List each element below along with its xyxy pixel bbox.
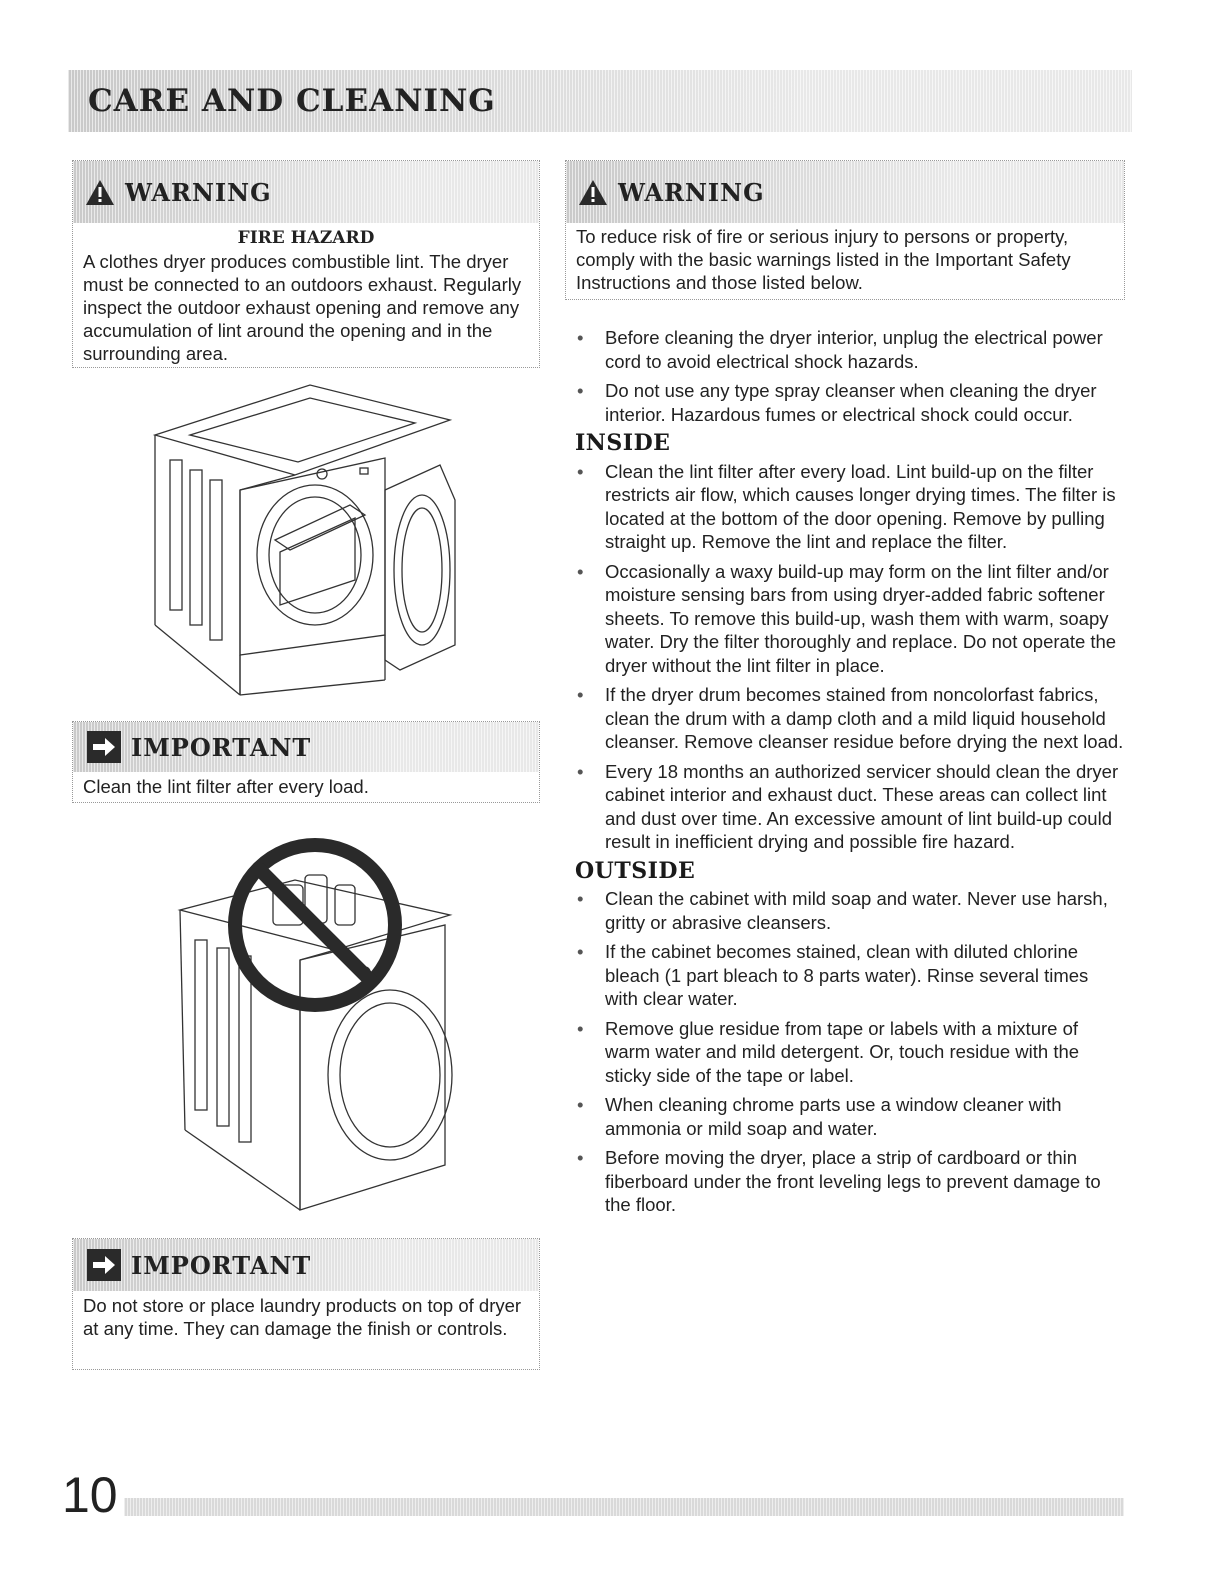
fire-hazard-subtitle: FIRE HAZARD: [237, 228, 375, 248]
page-title: CARE AND CLEANING: [88, 83, 496, 119]
list-item: • Occasionally a waxy build-up may form on the lint filter and/or moisture sensing bars from using dryer-added fabric softener sheets. To remove this build-up, wash them with warm, soapy water. Dry the filter thoroughly and replace. Do not operate the dryer without the lint filter in place.: [565, 560, 1125, 678]
list-item: • If the dryer drum becomes stained from noncolorfast fabrics, clean the drum with a damp cloth and a mild liquid household cleanser. Remove cleanser residue before drying the next load.: [565, 683, 1125, 754]
list-item: • Before moving the dryer, place a strip of cardboard or thin fiberboard under the front leveling legs to prevent damage to the floor.: [565, 1146, 1125, 1217]
important-products-text: Do not store or place laundry products on top of dryer at any time. They can damage the finish or controls.: [83, 1295, 522, 1339]
warning-triangle-icon: [578, 179, 608, 206]
list-item: • Every 18 months an authorized servicer should clean the dryer cabinet interior and exhaust duct. These areas can collect lint and dust over time. An excessive amount of lint build-up could result in inefficient drying and possible fire hazard.: [565, 760, 1125, 854]
arrow-box-icon: [87, 1249, 121, 1281]
cleaning-instructions: [565, 326, 1125, 1223]
fire-hazard-text: A clothes dryer produces combustible lint. The dryer must be connected to an outdoors exhaust. Regularly inspect the outdoor exhaust opening and remove any accumulation of lint around the opening and in the surrounding area.: [83, 251, 522, 364]
list-item: • When cleaning chrome parts use a window cleaner with ammonia or mild soap and water.: [565, 1093, 1125, 1140]
general-warning: [565, 160, 1125, 300]
list-item: • Clean the cabinet with mild soap and water. Never use harsh, gritty or abrasive cleansers.: [565, 887, 1125, 934]
list-item: • Clean the lint filter after every load. Lint build-up on the filter restricts air flow, which causes longer drying times. The filter is located at the bottom of the door opening. Remove by pulling straight up. Remove the lint and replace the filter.: [565, 460, 1125, 554]
important-header: [73, 1239, 539, 1291]
important-lint-notice: [72, 721, 540, 803]
inside-bullet-list: [565, 460, 1125, 854]
warning-label: WARNING: [618, 177, 765, 207]
warning-triangle-icon: [85, 179, 115, 206]
dryer-open-door-illustration: [150, 380, 470, 700]
list-item: • Before cleaning the dryer interior, unplug the electrical power cord to avoid electrical shock hazards.: [565, 326, 1125, 373]
list-item: • Remove glue residue from tape or labels with a mixture of warm water and mild detergent. Or, touch residue with the sticky side of the tape or label.: [565, 1017, 1125, 1088]
outside-heading: OUTSIDE: [575, 857, 696, 884]
list-item: • If the cabinet becomes stained, clean with diluted chlorine bleach (1 part bleach to 8 parts water). Rinse several times with clear water.: [565, 940, 1125, 1011]
arrow-box-icon: [87, 731, 121, 763]
page-number: 10: [62, 1470, 124, 1520]
dryer-no-products-illustration: [175, 830, 465, 1220]
warning-header: [73, 161, 539, 223]
warning-header: [566, 161, 1124, 223]
important-header: [73, 722, 539, 772]
fire-hazard-warning: [72, 160, 540, 368]
page-footer: [62, 1467, 1124, 1523]
warning-label: WARNING: [125, 177, 272, 207]
outside-bullet-list: [565, 887, 1125, 1217]
list-item: • Do not use any type spray cleanser when cleaning the dryer interior. Hazardous fumes or electrical shock could occur.: [565, 379, 1125, 426]
footer-rule: [124, 1498, 1124, 1516]
page-header: [68, 70, 1132, 132]
general-bullet-list: [565, 326, 1125, 426]
important-lint-text: Clean the lint filter after every load.: [83, 776, 369, 797]
prohibition-icon: [235, 845, 395, 1005]
general-warning-text: To reduce risk of fire or serious injury to persons or property, comply with the basic warnings listed in the Important Safety Instructions and those listed below.: [576, 226, 1071, 293]
important-products-notice: [72, 1238, 540, 1370]
inside-heading: INSIDE: [575, 430, 671, 456]
important-label: IMPORTANT: [131, 1250, 312, 1280]
important-label: IMPORTANT: [131, 732, 312, 762]
